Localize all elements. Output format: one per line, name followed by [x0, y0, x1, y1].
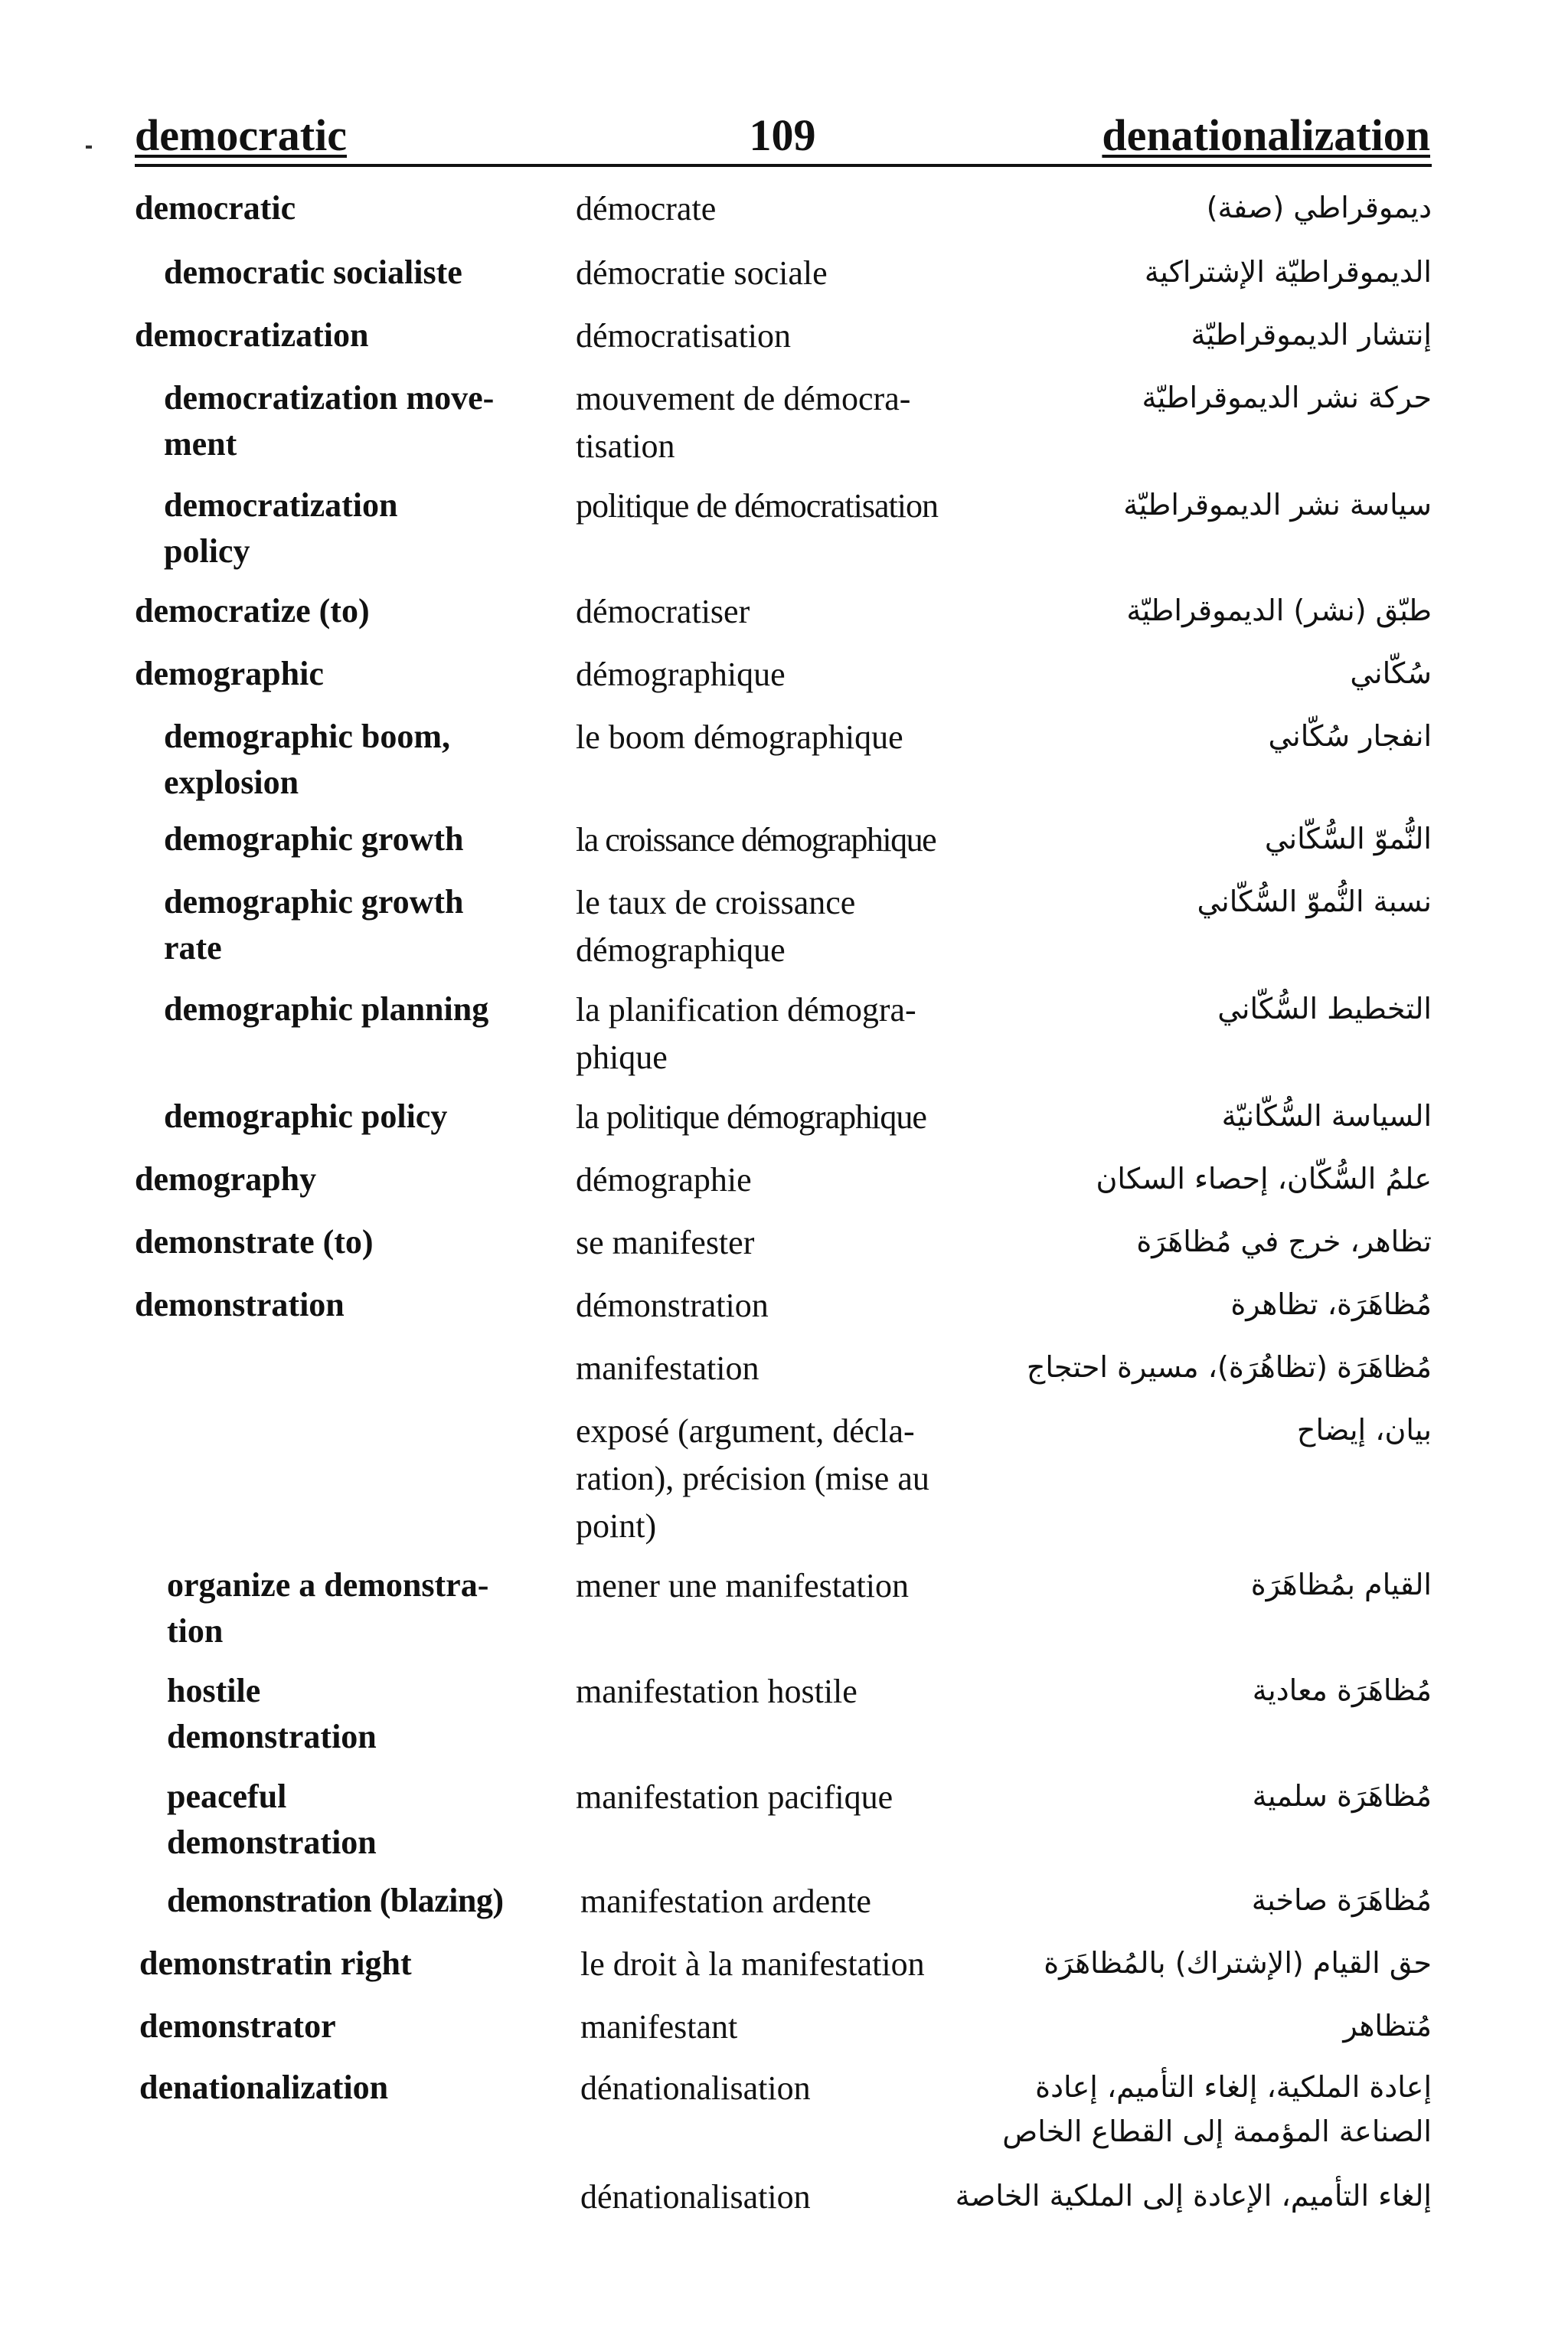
header-first-word: democratic [135, 110, 347, 160]
arabic-term: الديموقراطيّة الإشتراكية [1144, 255, 1432, 289]
french-term: démocratiser [576, 593, 750, 630]
french-term: manifestation pacifique [576, 1778, 893, 1816]
french-term: se manifester [576, 1224, 755, 1261]
page-header [135, 110, 1430, 164]
french-term: manifestation ardente [580, 1882, 871, 1920]
arabic-term: مُظاهَرَة (تظاهُرَة)، مسيرة احتجاج [1026, 1350, 1432, 1384]
french-term: politique de démocratisation [576, 487, 938, 525]
english-term: demonstrator [139, 2007, 336, 2045]
arabic-term: سُكّاني [1350, 656, 1432, 690]
french-term: manifestant [580, 2008, 738, 2046]
arabic-term: إلغاء التأميم، الإعادة إلى الملكية الخاصة [955, 2179, 1432, 2213]
french-term: manifestation [576, 1349, 760, 1387]
english-term: democratization move- ment [164, 379, 495, 463]
arabic-term: سياسة نشر الديموقراطيّة [1123, 488, 1432, 522]
english-term: demographic growth [164, 820, 464, 858]
arabic-term: القيام بمُظاهَرَة [1250, 1568, 1432, 1601]
english-term: hostile demonstration [167, 1672, 377, 1755]
english-term: demographic planning [164, 990, 489, 1028]
english-term: demonstration (blazing) [167, 1882, 504, 1919]
french-term: démographique [576, 656, 786, 693]
arabic-term: علمُ السُّكّان، إحصاء السكان [1096, 1162, 1432, 1196]
arabic-term: ديموقراطي (صفة) [1206, 191, 1432, 224]
french-term: mouvement de démocra- tisation [576, 380, 911, 465]
english-term: demographic growth rate [164, 883, 464, 967]
arabic-term: النُّموّ السُّكّاني [1264, 822, 1432, 855]
english-term: democratic socialiste [164, 253, 462, 291]
french-term: démographie [576, 1161, 752, 1199]
french-term: la croissance démographique [576, 821, 936, 859]
arabic-term: مُظاهَرَة صاخبة [1251, 1883, 1432, 1917]
english-term: demonstratin right [139, 1945, 412, 1982]
english-term: organize a demonstra- tion [167, 1566, 489, 1650]
english-term: democratization policy [164, 486, 398, 570]
arabic-term: التخطيط السُّكّاني [1217, 992, 1432, 1025]
arabic-term: طبّق (نشر) الديموقراطيّة [1126, 594, 1432, 627]
arabic-term: حركة نشر الديموقراطيّة [1142, 381, 1432, 414]
english-term: demographic policy [164, 1097, 448, 1135]
arabic-term: مُظاهَرَة سلمية [1252, 1779, 1432, 1813]
page-number: 109 [749, 110, 816, 160]
french-term: démocratie sociale [576, 254, 828, 292]
french-term: exposé (argument, décla- ration), précision (mise au point) [576, 1412, 929, 1545]
arabic-term: تظاهر، خرج في مُظاهَرَة [1136, 1225, 1432, 1258]
french-term: le taux de croissance démographique [576, 884, 856, 969]
french-term: démocratisation [576, 317, 792, 355]
french-term: la politique démographique [576, 1098, 926, 1136]
english-term: demography [135, 1160, 317, 1198]
french-term: la planification démogra- phique [576, 991, 916, 1076]
arabic-term: نسبة النُّموّ السُّكّاني [1197, 885, 1432, 918]
english-term: democratic [135, 189, 296, 227]
header-last-word: denationalization [1102, 110, 1430, 160]
french-term: mener une manifestation [576, 1567, 909, 1604]
french-term: dénationalisation [580, 2178, 811, 2216]
arabic-term: السياسة السُّكّانيّة [1221, 1099, 1432, 1133]
english-term: democratize (to) [135, 592, 370, 630]
arabic-term: حق القيام (الإشتراك) بالمُظاهَرَة [1044, 1946, 1432, 1980]
english-term: demonstrate (to) [135, 1223, 374, 1261]
french-term: démonstration [576, 1287, 769, 1324]
french-term: le boom démographique [576, 718, 903, 756]
french-term: manifestation hostile [576, 1673, 858, 1710]
header-rule [135, 164, 1432, 167]
scan-speck [86, 146, 92, 149]
english-term: demonstration [135, 1286, 345, 1323]
arabic-term: بيان، إيضاح [1296, 1413, 1432, 1447]
english-term: demographic boom, explosion [164, 718, 450, 801]
english-term: denationalization [139, 2069, 389, 2106]
english-term: demographic [135, 655, 324, 692]
english-term: peaceful demonstration [167, 1778, 377, 1861]
arabic-term: مُظاهَرَة، تظاهرة [1230, 1287, 1432, 1321]
english-term: democratization [135, 316, 369, 354]
arabic-term: انفجار سُكّاني [1268, 719, 1432, 753]
arabic-term: مُتظاهر [1343, 2009, 1432, 2043]
arabic-term: مُظاهَرَة معادية [1252, 1673, 1432, 1707]
french-term: le droit à la manifestation [580, 1945, 925, 1983]
arabic-term: إعادة الملكية، إلغاء التأميم، إعادة الصناعة المؤممة إلى القطاع الخاص [1002, 2070, 1432, 2148]
french-term: dénationalisation [580, 2069, 811, 2107]
french-term: démocrate [576, 190, 717, 227]
arabic-term: إنتشار الديموقراطيّة [1191, 318, 1432, 352]
